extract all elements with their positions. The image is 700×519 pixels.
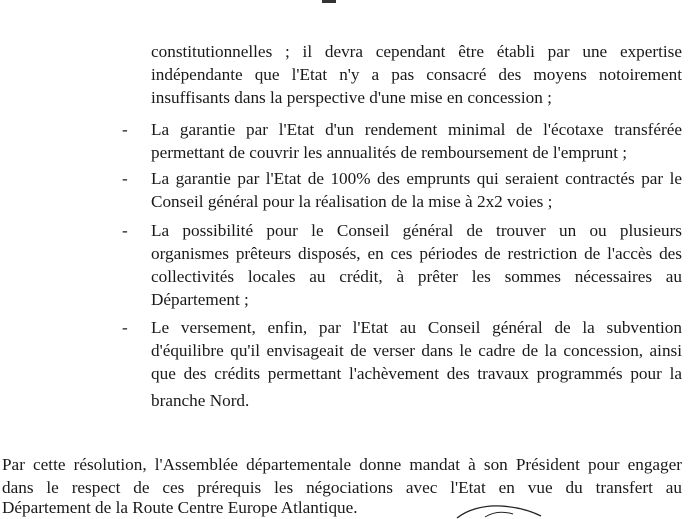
page-edge-mark — [322, 0, 336, 3]
bullet-3-line-3: collectivités locales au crédit, à prêter les sommes nécessaires au — [151, 267, 682, 286]
bullet-3-line-2: organismes prêteurs disposés, en ces périodes de restriction de l'accès des — [151, 244, 682, 263]
continuation-line-1: constitutionnelles ; il devra cependant être établi par une expertise — [151, 42, 682, 61]
resolution-line-3: Département de la Route Centre Europe Atlantique. — [2, 498, 358, 517]
bullet-4-line-2: d'équilibre qu'il envisageait de verser dans le cadre de la concession, ainsi — [151, 341, 682, 360]
bullet-3-line-4: Département ; — [151, 290, 249, 309]
bullet-4-line-3: que des crédits permettant l'achèvement des travaux programmés pour la — [151, 364, 682, 383]
bullet-2-marker: - — [122, 169, 128, 188]
bullet-1-marker: - — [122, 120, 128, 139]
continuation-line-2: indépendante que l'Etat n'y a pas consacré des moyens notoirement — [151, 65, 682, 84]
continuation-line-3: insuffisants dans la perspective d'une mise en concession ; — [151, 88, 552, 107]
bullet-4-line-4: branche Nord. — [151, 391, 250, 410]
resolution-line-2: dans le respect de ces prérequis les négociations avec l'Etat en vue du transfert au — [2, 478, 682, 497]
bullet-1-line-2: permettant de couvrir les annualités de remboursement de l'emprunt ; — [151, 143, 628, 162]
bullet-2-line-1: La garantie par l'Etat de 100% des emprunts qui seraient contractés par le — [151, 169, 682, 188]
resolution-line-1: Par cette résolution, l'Assemblée départementale donne mandat à son Président pour engager — [2, 455, 682, 474]
bullet-3-line-1: La possibilité pour le Conseil général de trouver un ou plusieurs — [151, 221, 682, 240]
signature-mark — [455, 500, 545, 519]
bullet-3-marker: - — [122, 221, 128, 240]
bullet-2-line-2: Conseil général pour la réalisation de la mise à 2x2 voies ; — [151, 192, 553, 211]
bullet-4-marker: - — [122, 318, 128, 337]
bullet-1-line-1: La garantie par l'Etat d'un rendement minimal de l'écotaxe transférée — [151, 120, 682, 139]
bullet-4-line-1: Le versement, enfin, par l'Etat au Conseil général de la subvention — [151, 318, 682, 337]
